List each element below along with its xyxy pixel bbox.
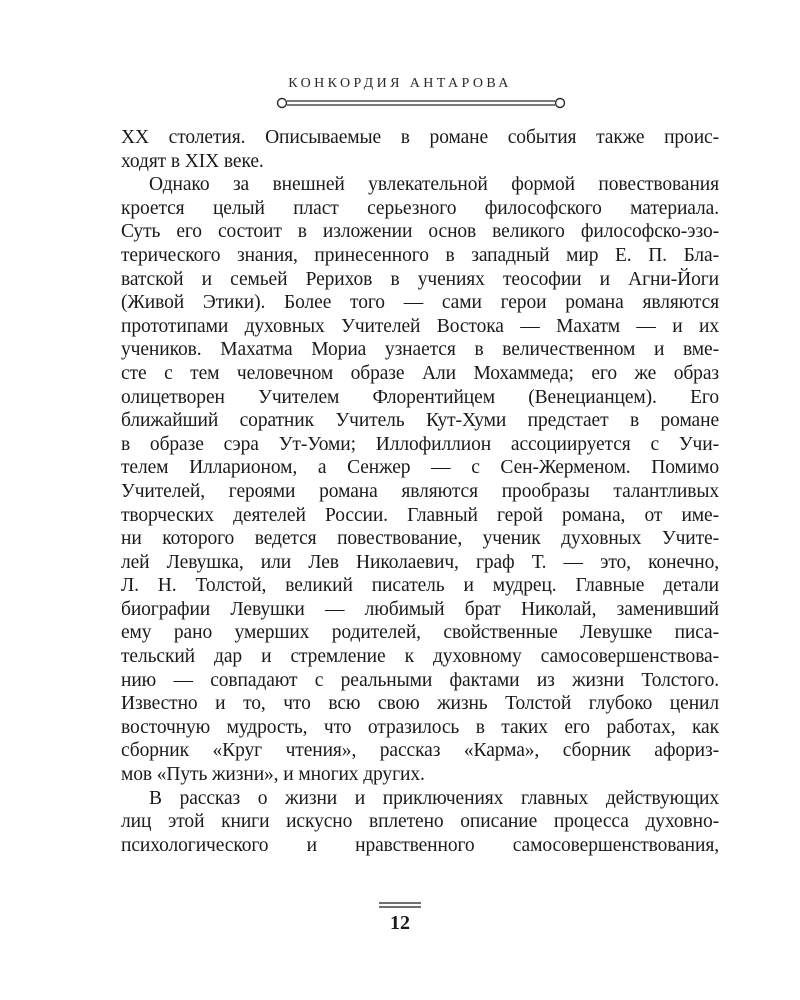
body-text	[121, 126, 719, 857]
text-line: нию — совпадают с реальными фактами из жизни Толстого.	[121, 669, 719, 691]
text-line: лей Левушка, или Лев Николаевич, граф Т. — это, конечно,	[121, 551, 719, 573]
text-line: психологического и нравственного самосовершенствования,	[121, 834, 719, 856]
text-line: Однако за внешней увлекательной формой повествования	[149, 174, 719, 196]
text-line: (Живой Этики). Более того — сами герои романа являются	[121, 292, 719, 314]
text-line: XX столетия. Описываемые в романе события также проис-	[121, 127, 719, 148]
text-line: Л. Н. Толстой, великий писатель и мудрец. Главные детали	[121, 575, 719, 597]
text-line: в образе сэра Ут-Уоми; Иллофиллион ассоциируется с Учи-	[121, 433, 719, 455]
text-line: учеников. Махатма Мориа узнается в величественном и вме-	[121, 339, 719, 361]
text-line: лиц этой книги искусно вплетено описание процесса духовно-	[121, 811, 719, 833]
running-head-title: КОНКОРДИЯ АНТАРОВА	[288, 76, 512, 91]
text-line: Известно и то, что всю свою жизнь Толстой глубоко ценил	[121, 693, 719, 715]
text-line: биографии Левушки — любимый брат Николай, заменивший	[121, 598, 719, 620]
header-ornament	[275, 96, 567, 110]
text-line: ему рано умерших родителей, свойственные Левушке писа-	[121, 622, 719, 644]
text-line: ближайший соратник Учитель Кут-Хуми предстает в романе	[121, 410, 719, 432]
text-line: прототипами духовных Учителей Востока — Махатм — и их	[121, 315, 719, 337]
page-number: 12	[390, 912, 410, 934]
text-line: В рассказ о жизни и приключениях главных действующих	[149, 787, 719, 809]
text-line: мов «Путь жизни», и многих других.	[121, 764, 425, 786]
text-line: ватской и семьей Рерихов в учениях теософии и Агни-Йоги	[121, 268, 719, 290]
text-line: Суть его состоит в изложении основ великого философско-эзо-	[121, 221, 719, 243]
text-line: сборник «Круг чтения», рассказ «Карма», сборник афориз-	[121, 740, 719, 762]
footer-rule	[379, 901, 421, 909]
text-line: кроется целый пласт серьезного философского материала.	[121, 197, 719, 219]
text-line: творческих деятелей России. Главный герой романа, от име-	[121, 504, 719, 526]
text-line: тельский дар и стремление к духовному самосовершенствова-	[121, 646, 719, 668]
text-line: сте с тем человечном образе Али Мохаммеда; его же образ	[121, 362, 719, 384]
text-line: олицетворен Учителем Флорентийцем (Венецианцем). Его	[121, 386, 719, 408]
text-line: восточную мудрость, что отразилось в таких его работах, как	[121, 716, 719, 738]
text-line: телем Илларионом, а Сенжер — с Сен-Жерменом. Помимо	[121, 457, 719, 479]
text-line: терического знания, принесенного в западный мир Е. П. Бла-	[121, 244, 719, 266]
text-line: ходят в XIX веке.	[121, 150, 264, 172]
text-line: ни которого ведется повествование, ученик духовных Учите-	[121, 528, 719, 550]
text-line: Учителей, героями романа являются прообразы талантливых	[121, 480, 719, 502]
